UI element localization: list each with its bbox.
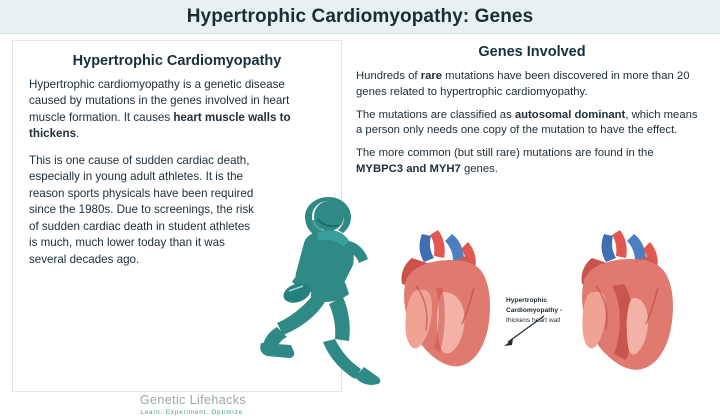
normal-heart-illustration xyxy=(382,228,502,378)
left-p1-text-b: . xyxy=(76,127,80,141)
left-paragraph-2: This is one cause of sudden cardiac death, especially in young adult athletes. It is the reason sports physicals have been required since the 1980s. Due to screenings, the risk of sudden cardiac death in student athletes is much, much lower today than it was several decades ago. xyxy=(29,153,254,266)
football-player-illustration xyxy=(259,189,379,394)
callout-line-2: Cardiomyopathy - xyxy=(506,306,563,314)
callout-line-3: thickens heart wall xyxy=(506,316,561,324)
page-title: Hypertrophic Cardiomyopathy: Genes xyxy=(186,6,534,27)
right-paragraph-1 xyxy=(356,69,702,101)
hypertrophic-heart-illustration xyxy=(560,228,688,378)
header-divider xyxy=(0,33,720,34)
right-paragraph-3 xyxy=(356,146,702,178)
right-panel xyxy=(356,40,708,185)
right-p2-b: , which means a person only needs one copy of the mutation to have the effect. xyxy=(356,108,698,137)
callout-line-1: Hypertrophic xyxy=(506,297,548,304)
brand-name: Genetic Lifehacks xyxy=(139,393,247,407)
left-panel xyxy=(12,40,342,416)
right-p1-bold: rare xyxy=(420,70,443,82)
right-panel-body xyxy=(356,69,708,178)
right-panel-heading: Genes Involved xyxy=(478,44,586,60)
right-p1-b: mutations have been discovered in more than 20 genes related to hypertrophic cardiomyopathy. xyxy=(356,70,690,98)
left-p1-bold: heart muscle walls to thickens xyxy=(29,110,291,141)
callout-arrow-icon xyxy=(500,312,546,348)
brand-block xyxy=(123,393,263,416)
right-p3-bold: MYBPC3 and MYH7 xyxy=(356,163,461,176)
right-p3-b: genes. xyxy=(460,163,498,176)
brand-tagline: Learn. Experiment. Optimize. xyxy=(140,409,246,416)
right-p2-bold: autosomal dominant xyxy=(514,108,626,121)
right-paragraph-2 xyxy=(356,108,702,140)
header-bar xyxy=(0,0,720,34)
right-p1-a: Hundreds of xyxy=(356,70,421,82)
right-p2-a: The mutations are classified as xyxy=(356,108,515,121)
left-p1-text-a: Hypertrophic cardiomyopathy is a genetic disease caused by mutations in the genes involved in heart muscle formation. It causes xyxy=(29,78,290,124)
right-p3-a: The more common (but still rare) mutations are found in the xyxy=(356,147,654,160)
left-panel-heading: Hypertrophic Cardiomyopathy xyxy=(72,53,282,69)
left-paragraph-1 xyxy=(29,77,325,143)
